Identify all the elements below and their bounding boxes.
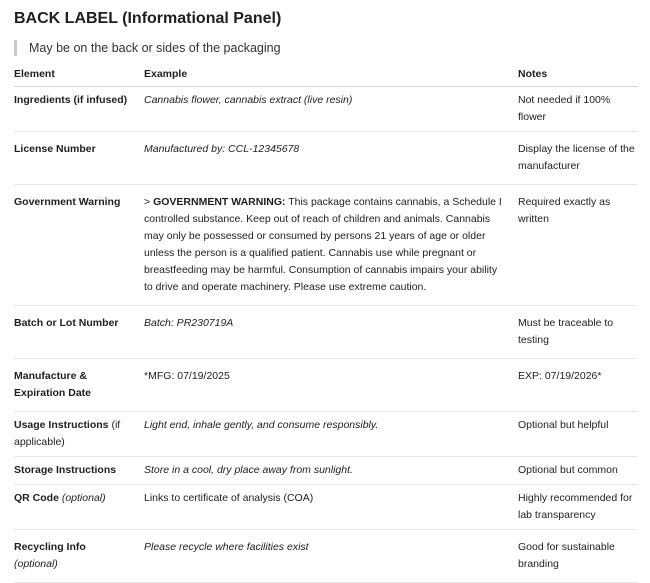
element-cell: Government Warning	[14, 185, 144, 306]
table-row	[14, 132, 638, 185]
example-cell: *MFG: 07/19/2025	[144, 359, 518, 412]
notes-cell: Optional but helpful	[518, 412, 638, 457]
header-notes: Notes	[518, 64, 638, 87]
element-cell: Ingredients (if infused)	[14, 87, 144, 132]
element-suffix: (if applicable)	[14, 419, 121, 448]
table-row	[14, 185, 638, 306]
notes-cell: Optional but common	[518, 457, 638, 485]
notes-cell: Not needed if 100% flower	[518, 87, 638, 132]
table-row	[14, 412, 638, 457]
table-row	[14, 485, 638, 530]
example-cell: Manufactured by: CCL-12345678	[144, 132, 518, 185]
notes-cell: Good for sustainable branding	[518, 530, 638, 583]
header-example: Example	[144, 64, 518, 87]
example-cell: Light end, inhale gently, and consume responsibly.	[144, 412, 518, 457]
element-label: Recycling Info	[14, 541, 86, 553]
example-cell	[144, 185, 518, 306]
notes-cell: Display the license of the manufacturer	[518, 132, 638, 185]
element-cell: License Number	[14, 132, 144, 185]
header-element: Element	[14, 64, 144, 87]
notes-cell: Highly recommended for lab transparency	[518, 485, 638, 530]
notes-cell: EXP: 07/19/2026*	[518, 359, 638, 412]
element-label: QR Code	[14, 492, 59, 504]
example-cell: Cannabis flower, cannabis extract (live resin)	[144, 87, 518, 132]
element-suffix: (optional)	[14, 558, 58, 570]
example-cell: Please recycle where facilities exist	[144, 530, 518, 583]
table-row	[14, 457, 638, 485]
back-label-table	[14, 64, 638, 583]
element-cell: Batch or Lot Number	[14, 306, 144, 359]
table-header-row	[14, 64, 638, 87]
element-cell	[14, 530, 144, 583]
element-cell: Storage Instructions	[14, 457, 144, 485]
element-cell: Manufacture & Expiration Date	[14, 359, 144, 412]
example-cell: Store in a cool, dry place away from sunlight.	[144, 457, 518, 485]
example-cell: Batch: PR230719A	[144, 306, 518, 359]
element-suffix: (optional)	[58, 492, 106, 504]
table-row	[14, 87, 638, 132]
element-label: Usage Instructions	[14, 419, 109, 431]
element-cell	[14, 485, 144, 530]
table-row	[14, 530, 638, 583]
table-row	[14, 359, 638, 412]
page-title: BACK LABEL (Informational Panel)	[14, 10, 282, 27]
warning-text: This package contains cannabis, a Schedule I controlled substance. Keep out of reach of children and animals. Cannabis may only be possessed or consumed by persons 21 years of age or older unless the person is a qualified patient. Cannabis use while pregnant or breastfeeding may be harmful. Consumption of cannabis impairs your ability to drive and operate machinery. Please use extreme caution.	[144, 196, 502, 293]
notes-cell: Required exactly as written	[518, 185, 638, 306]
element-cell	[14, 412, 144, 457]
example-cell: Links to certificate of analysis (COA)	[144, 485, 518, 530]
example-prefix: >	[144, 196, 154, 208]
notes-cell: Must be traceable to testing	[518, 306, 638, 359]
table-row	[14, 306, 638, 359]
warning-heading: GOVERNMENT WARNING:	[153, 196, 286, 208]
blockquote-note: May be on the back or sides of the packaging	[14, 40, 638, 56]
